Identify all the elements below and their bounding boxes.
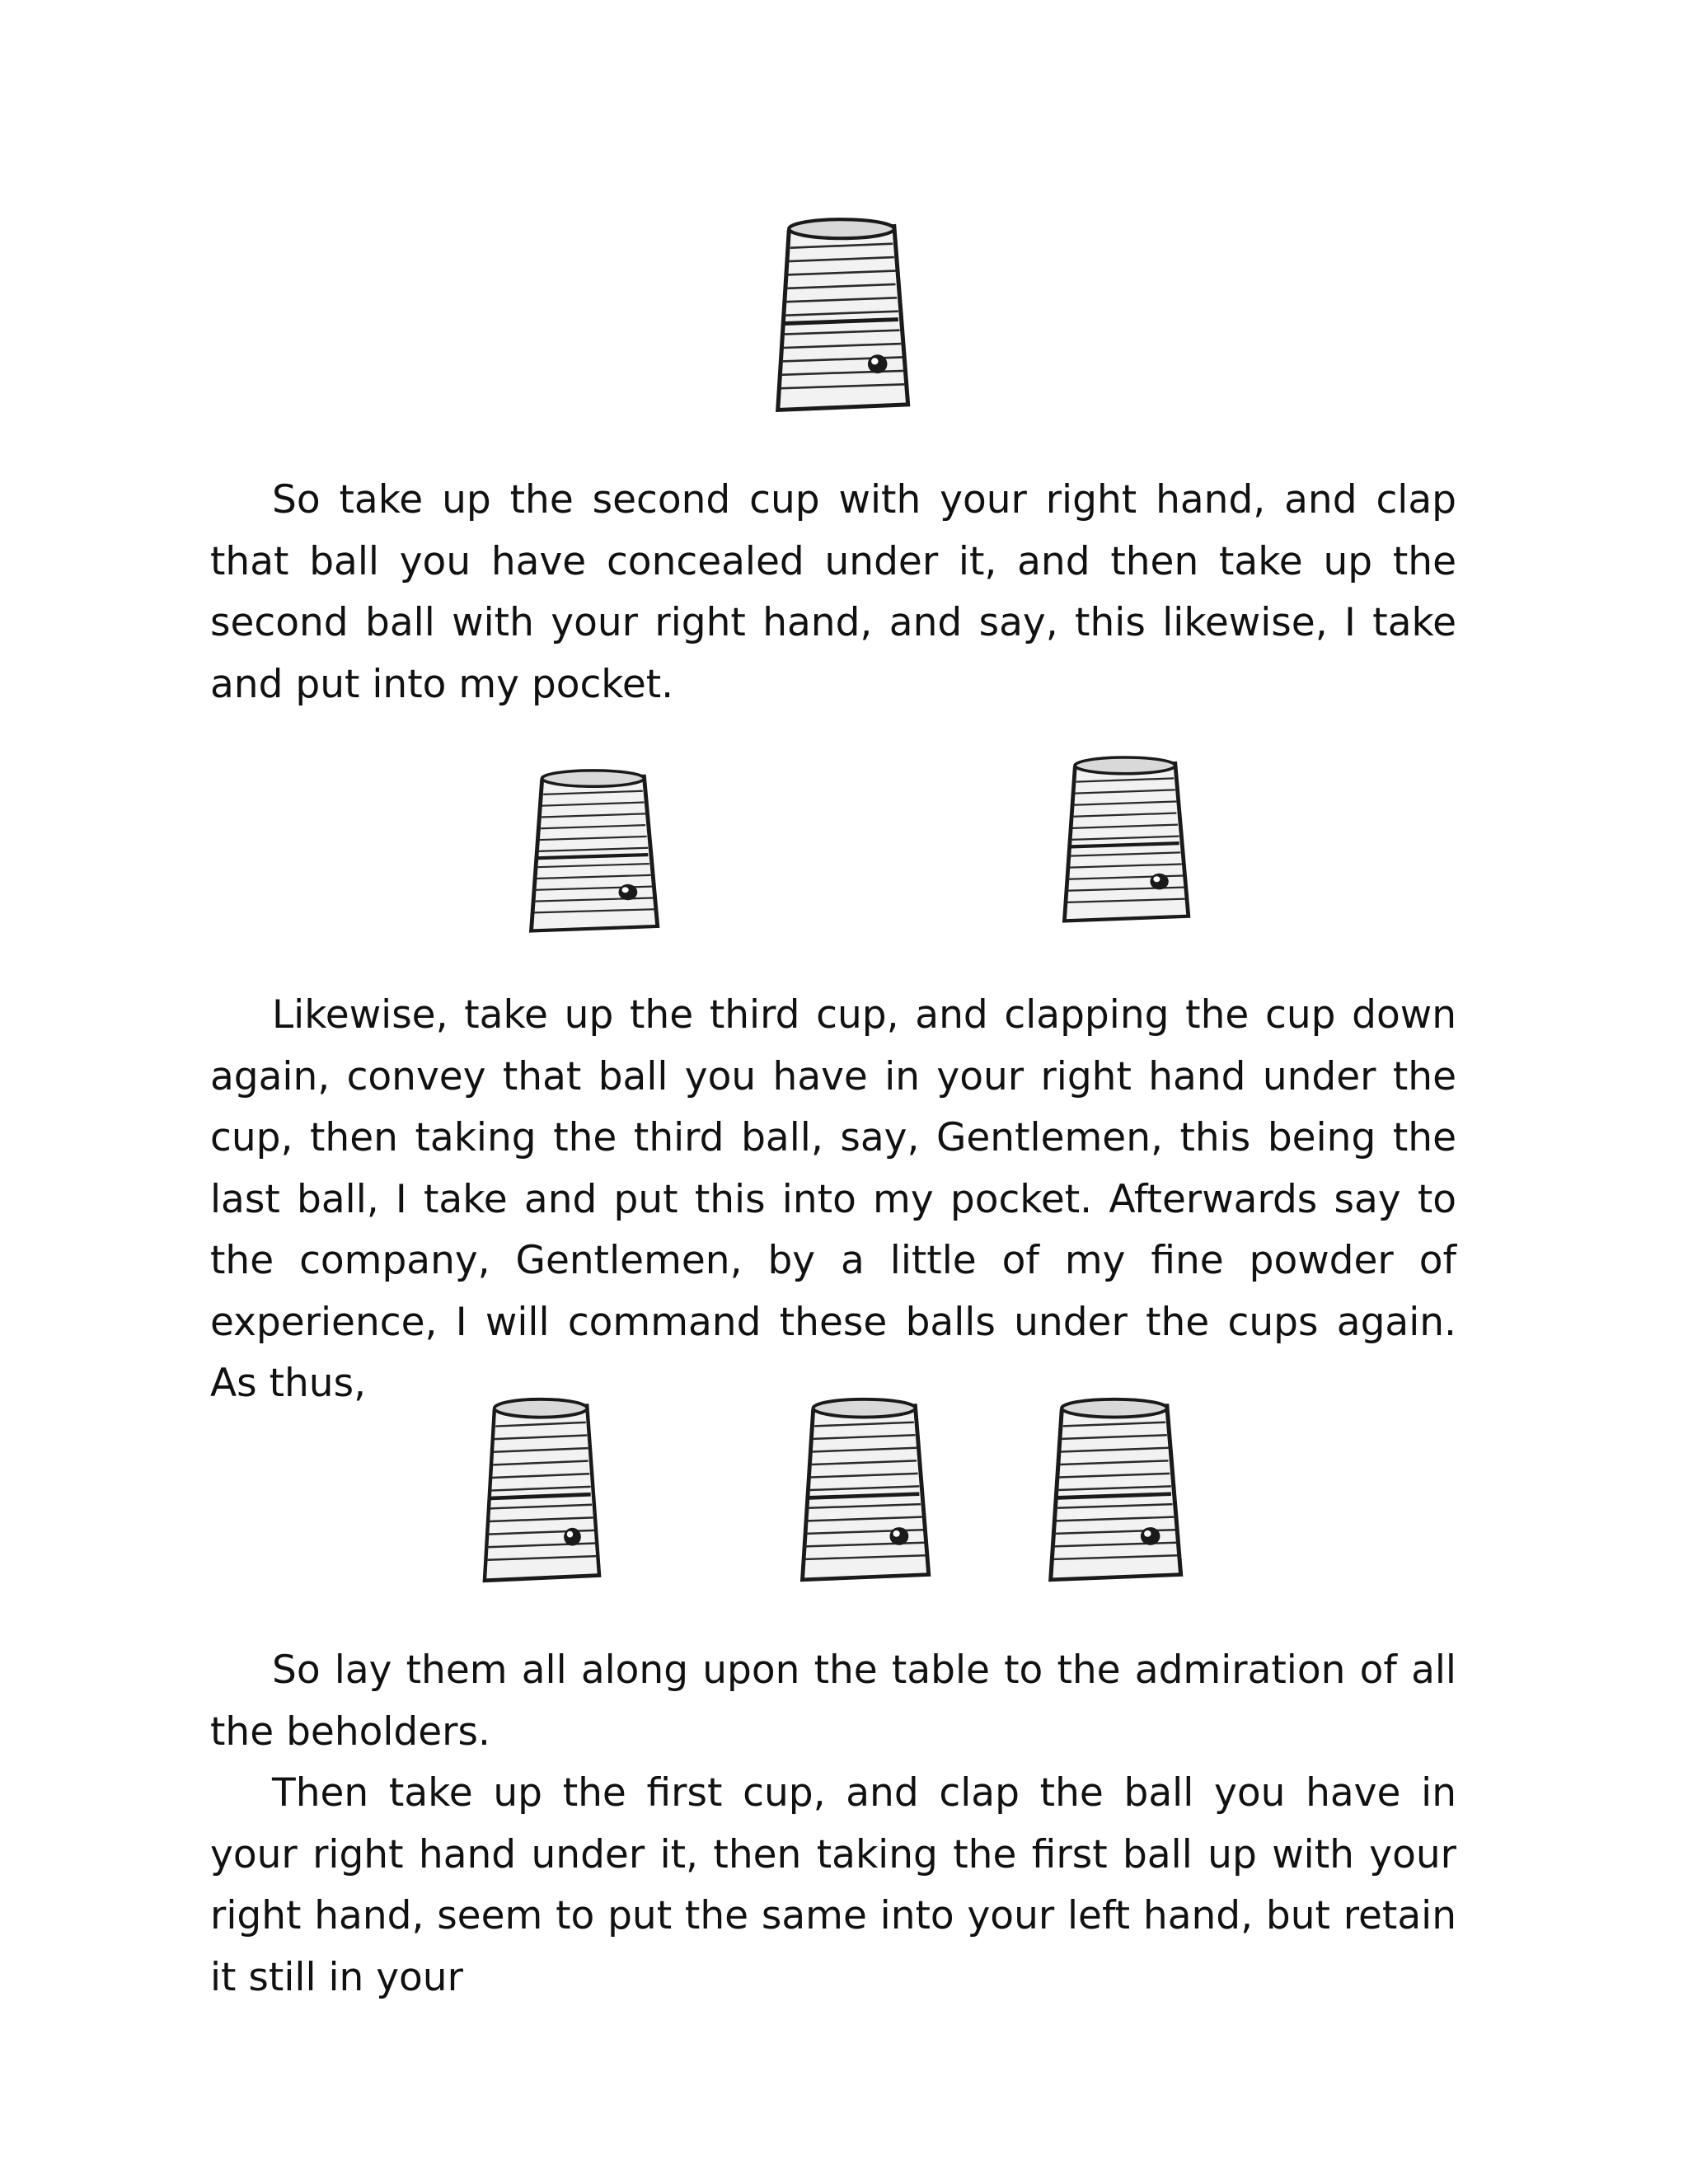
cup-illustration bbox=[1059, 752, 1191, 926]
paragraph-text: So take up the second cup with your right hand, and clap that ball you have concealed under it, and then take up the second ball with your right hand, and say, this likewise, I take and put into my pocket. bbox=[210, 477, 1456, 707]
cup-icon bbox=[480, 1393, 602, 1586]
paragraph bbox=[210, 1763, 1456, 2008]
cup-icon bbox=[1059, 752, 1191, 926]
paragraph bbox=[210, 985, 1456, 1415]
paragraph bbox=[210, 470, 1456, 715]
cup-illustration bbox=[772, 213, 911, 415]
cup-icon bbox=[797, 1393, 931, 1585]
paragraph bbox=[210, 1640, 1456, 1763]
cup-icon bbox=[1045, 1393, 1184, 1585]
cup-icon bbox=[526, 765, 660, 935]
cup-illustration bbox=[480, 1393, 602, 1586]
cup-illustration bbox=[526, 765, 660, 935]
cup-illustration bbox=[797, 1393, 931, 1585]
cup-illustration bbox=[1045, 1393, 1184, 1585]
paragraph-text: Likewise, take up the third cup, and clapping the cup down again, convey that ball you have in your right hand under the cup, then taking the third ball, say, Gentlemen, this being the last ball, I take and put this into my pocket. Afterwards say to the company, Gentlemen, by a little of my fine powder of experience, I will command these balls under the cups again. As thus, bbox=[210, 992, 1456, 1406]
paragraph-text: Then take up the first cup, and clap the ball you have in your right hand under it, then taking the first ball up with your right hand, seem to put the same into your left hand, but retain it still in your bbox=[210, 1770, 1456, 2000]
cup-icon bbox=[772, 213, 911, 415]
paragraph-text: So lay them all along upon the table to the admiration of all the beholders. bbox=[210, 1647, 1456, 1755]
